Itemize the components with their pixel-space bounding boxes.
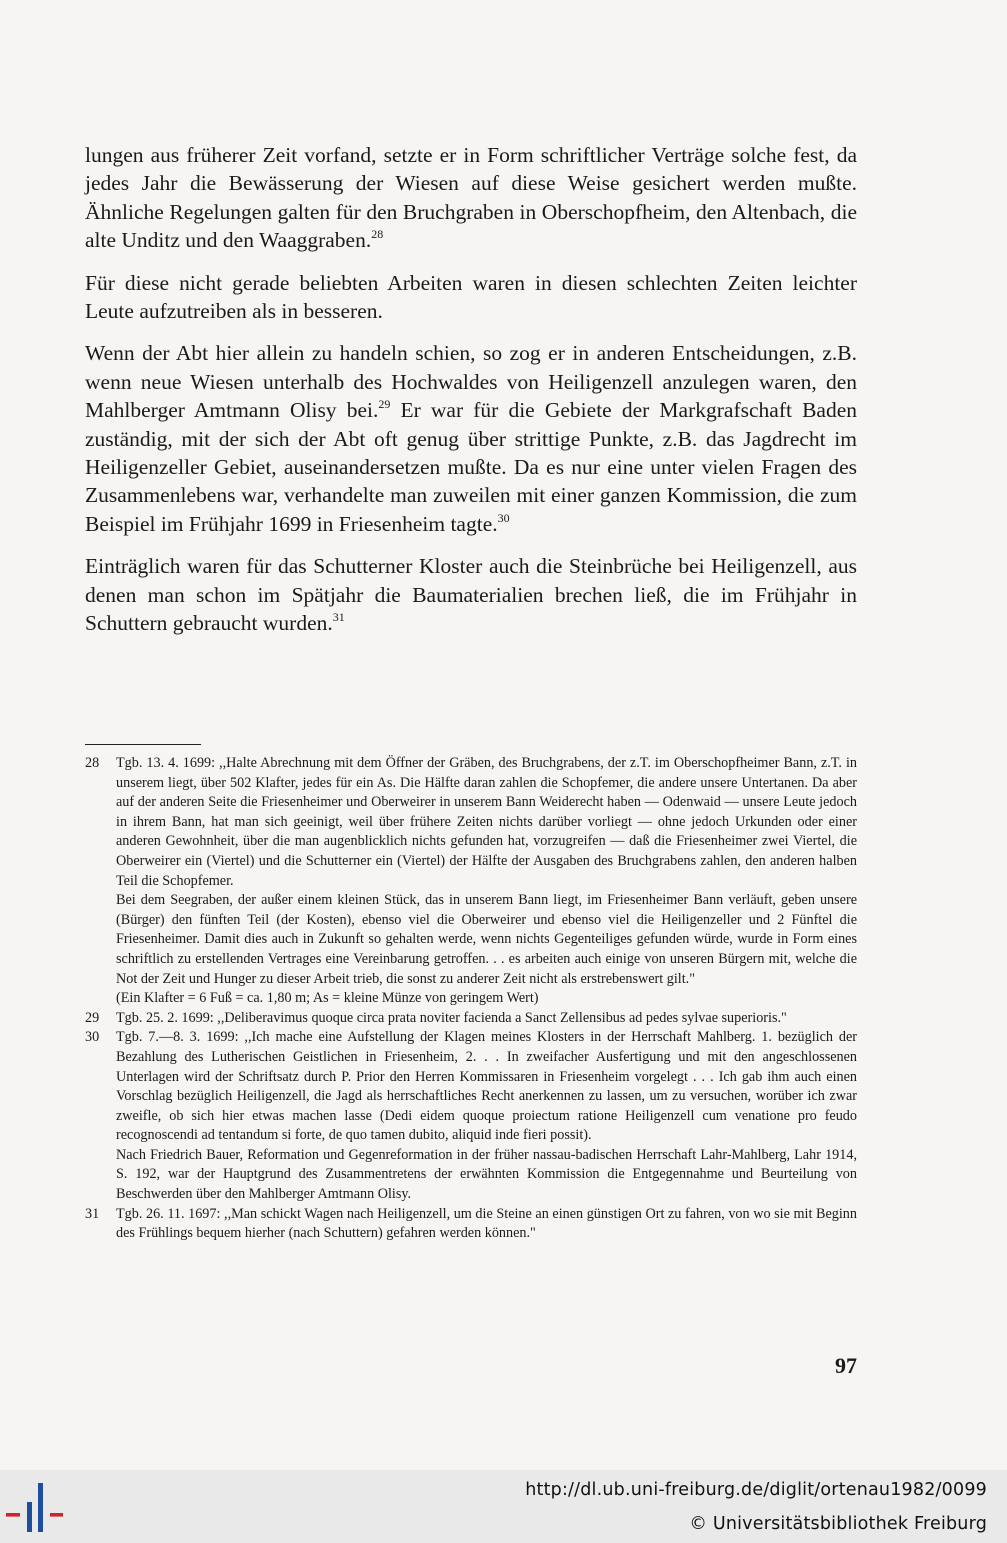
footnote-continuation: Nach Friedrich Bauer, Reformation und Gegenreformation in der früher nassau-badischen Herrschaft Lahr-Mahlberg, Lahr 1914, S. 192, war der Hauptgrund des Zusammentretens der erwähnten Kommission die Entgegennahme und Beurteilung von Beschwerden über den Mahlberger Amtmann Olisy. [116,1146,857,1203]
paragraph-1: lungen aus früherer Zeit vorfand, setzte er in Form schriftlicher Verträge solche fest, da jedes Jahr die Bewässerung der Wiesen auf diese Weise gesichert werden mußte. Ähnliche Regelungen galten für den Bruchgraben in Oberschopfheim, den Altenbach, die alte Unditz und den Waaggraben.$^{28}$ [85,143,857,253]
footnote-31 [85,1205,857,1244]
footnote-28 [85,754,857,891]
paragraph-3: Wenn der Abt hier allein zu handeln schien, so zog er in anderen Entscheidungen, z.B. wenn neue Wiesen unterhalb des Hochwaldes von Heiligenzell anzulegen waren, den Mahlberger Amtmann Olisy bei.$^{29}$ Er war für die Gebiete der Markgrafschaft Baden zuständig, mit der sich der Abt oft genug über strittige Punkte, z.B. das Jagdrecht im Heiligenzeller Gebiet, auseinandersetzen mußte. Da es nur eine unter vielen Fragen des Zusammenlebens war, verhandelte man zuweilen mit einer ganzen Kommission, die zum Beispiel im Frühjahr 1699 in Friesenheim tagte.$^{30}$ [85,341,858,536]
footnote-ref-29[interactable]: 29 [378,397,391,412]
body-text [85,141,857,652]
footnote-30 [85,1028,857,1146]
footnote-text: Tgb. 7.—8. 3. 1699: ,,Ich mache eine Aufstellung der Klagen meines Klosters in der Herrschaft Mahlberg. 1. bezüglich der Bezahlung des Lutherischen Geistlichen in Friesenheim, 2. . . In zweifacher Ausfertigung und mit den angeschlossenen Unterlagen wird der Schriftsatz durch P. Prior den Herren Kommissaren in Friesenheim vorgelegt . . . Ich gab ihm auch einen Vorschlag bezüglich Heiligenzell, die Jagd als herrschaftliches Recht anerkennen zu lassen, um zu versuchen, worüber ich zwar zweifle, ob sich hier etwas machen lasse (Dedi eidem quoque proiectum ratione Heiligenzell cum venatione pro feudo recognoscendi ad tentandum si forte, de quo tamen dubito, aliquid inde fieri possit). [116,1029,857,1144]
footnote-ref-28[interactable]: 28 [371,227,384,242]
footnote-divider [85,744,201,745]
footnote-number: 28 [85,755,100,771]
footnote-text: Tgb. 13. 4. 1699: ,,Halte Abrechnung mit dem Öffner der Gräben, des Bruchgrabens, der z.T. im Oberschopfheimer Bann, z.T. in unserem liegt, über 502 Klafter, jedes für ein As. Die Hälfte daran zahlen die Schopfemer, die andere unsere Untertanen. Da aber auf der anderen Seite die Friesenheimer und Oberweirer in unserem Bann Weiderecht haben — Odenwaid — unsere Leute jedoch in ihrem Bann, hat man sich geeinigt, weil über frühere Zeiten nichts darüber vorliegt — ohne jedoch Urkunden oder einer anderen Gewohnheit, über die man augenblicklich nichts gefunden hat, vorzugreifen — daß die Friesenheimer zwei Viertel, die Oberweirer ein (Viertel) und die Schutterner ein (Viertel) der Hälfte der Ausgaben des Bruchgrabens zahlen, den anderen halben Teil die Schopfemer. [116,755,857,889]
paragraph-2: Für diese nicht gerade beliebten Arbeiten waren in diesen schlechten Zeiten leichter Leute aufzutreiben als in besseren. [85,270,857,324]
footnote-continuation: (Ein Klafter = 6 Fuß = ca. 1,80 m; As = kleine Münze von geringem Wert) [116,990,539,1007]
ub-freiburg-logo-icon [0,1480,70,1540]
footnote-number: 31 [85,1205,100,1222]
page-number: 97 [835,1353,857,1378]
footnote-text: Tgb. 25. 2. 1699: ,,Deliberavimus quoque circa prata noviter facienda a Sanct Zellensibus ad pedes sylvae superioris." [116,1009,787,1026]
paragraph-4: Einträglich waren für das Schutterner Kloster auch die Steinbrüche bei Heiligenzell, aus denen man schon im Spätjahr die Baumaterialien brechen ließ, die im Frühjahr in Schuttern gebraucht wurden.$^{31}$ [85,554,857,636]
footnotes [85,754,857,1244]
copyright-text: © Universitätsbibliothek Freiburg [689,1514,987,1534]
footnote-text: Tgb. 26. 11. 1697: ,,Man schickt Wagen nach Heiligenzell, um die Steine an einen günstigen Ort zu fahren, von wo sie mit Beginn des Frühlings bequem hierher (nach Schuttern) gefahren werden können." [116,1205,857,1242]
footnote-ref-30[interactable]: 30 [497,510,510,525]
source-url-link[interactable]: http://dl.ub.uni-freiburg.de/diglit/ortenau1982/0099 [525,1480,987,1500]
footnote-29 [85,1009,857,1029]
footnote-number: 29 [85,1009,100,1026]
footnote-number: 30 [85,1029,100,1046]
footnote-continuation: Bei dem Seegraben, der außer einem kleinen Stück, das in unserem Bann liegt, im Friesenheimer Bann verläuft, geben unsere (Bürger) den fünften Teil (der Kosten), ebenso viel die Oberweirer und ebenso viel die Heiligenzeller und 2 Fünftel die Friesenheimer. Damit dies auch in Zukunft so gehalten werde, wenn nichts Gegenteiliges gefunden würde, wurde in Form eines schriftlich zu erstellenden Vertrages eine Vereinbarung getroffen. . . es arbeiten auch einige von unseren Bürgern mit, welche die Not der Zeit und Hunger zu dieser Arbeit trieb, die sonst zu anderer Zeit nicht als erstrebenswert gilt." [116,892,857,987]
footnote-ref-31[interactable]: 31 [332,610,345,625]
